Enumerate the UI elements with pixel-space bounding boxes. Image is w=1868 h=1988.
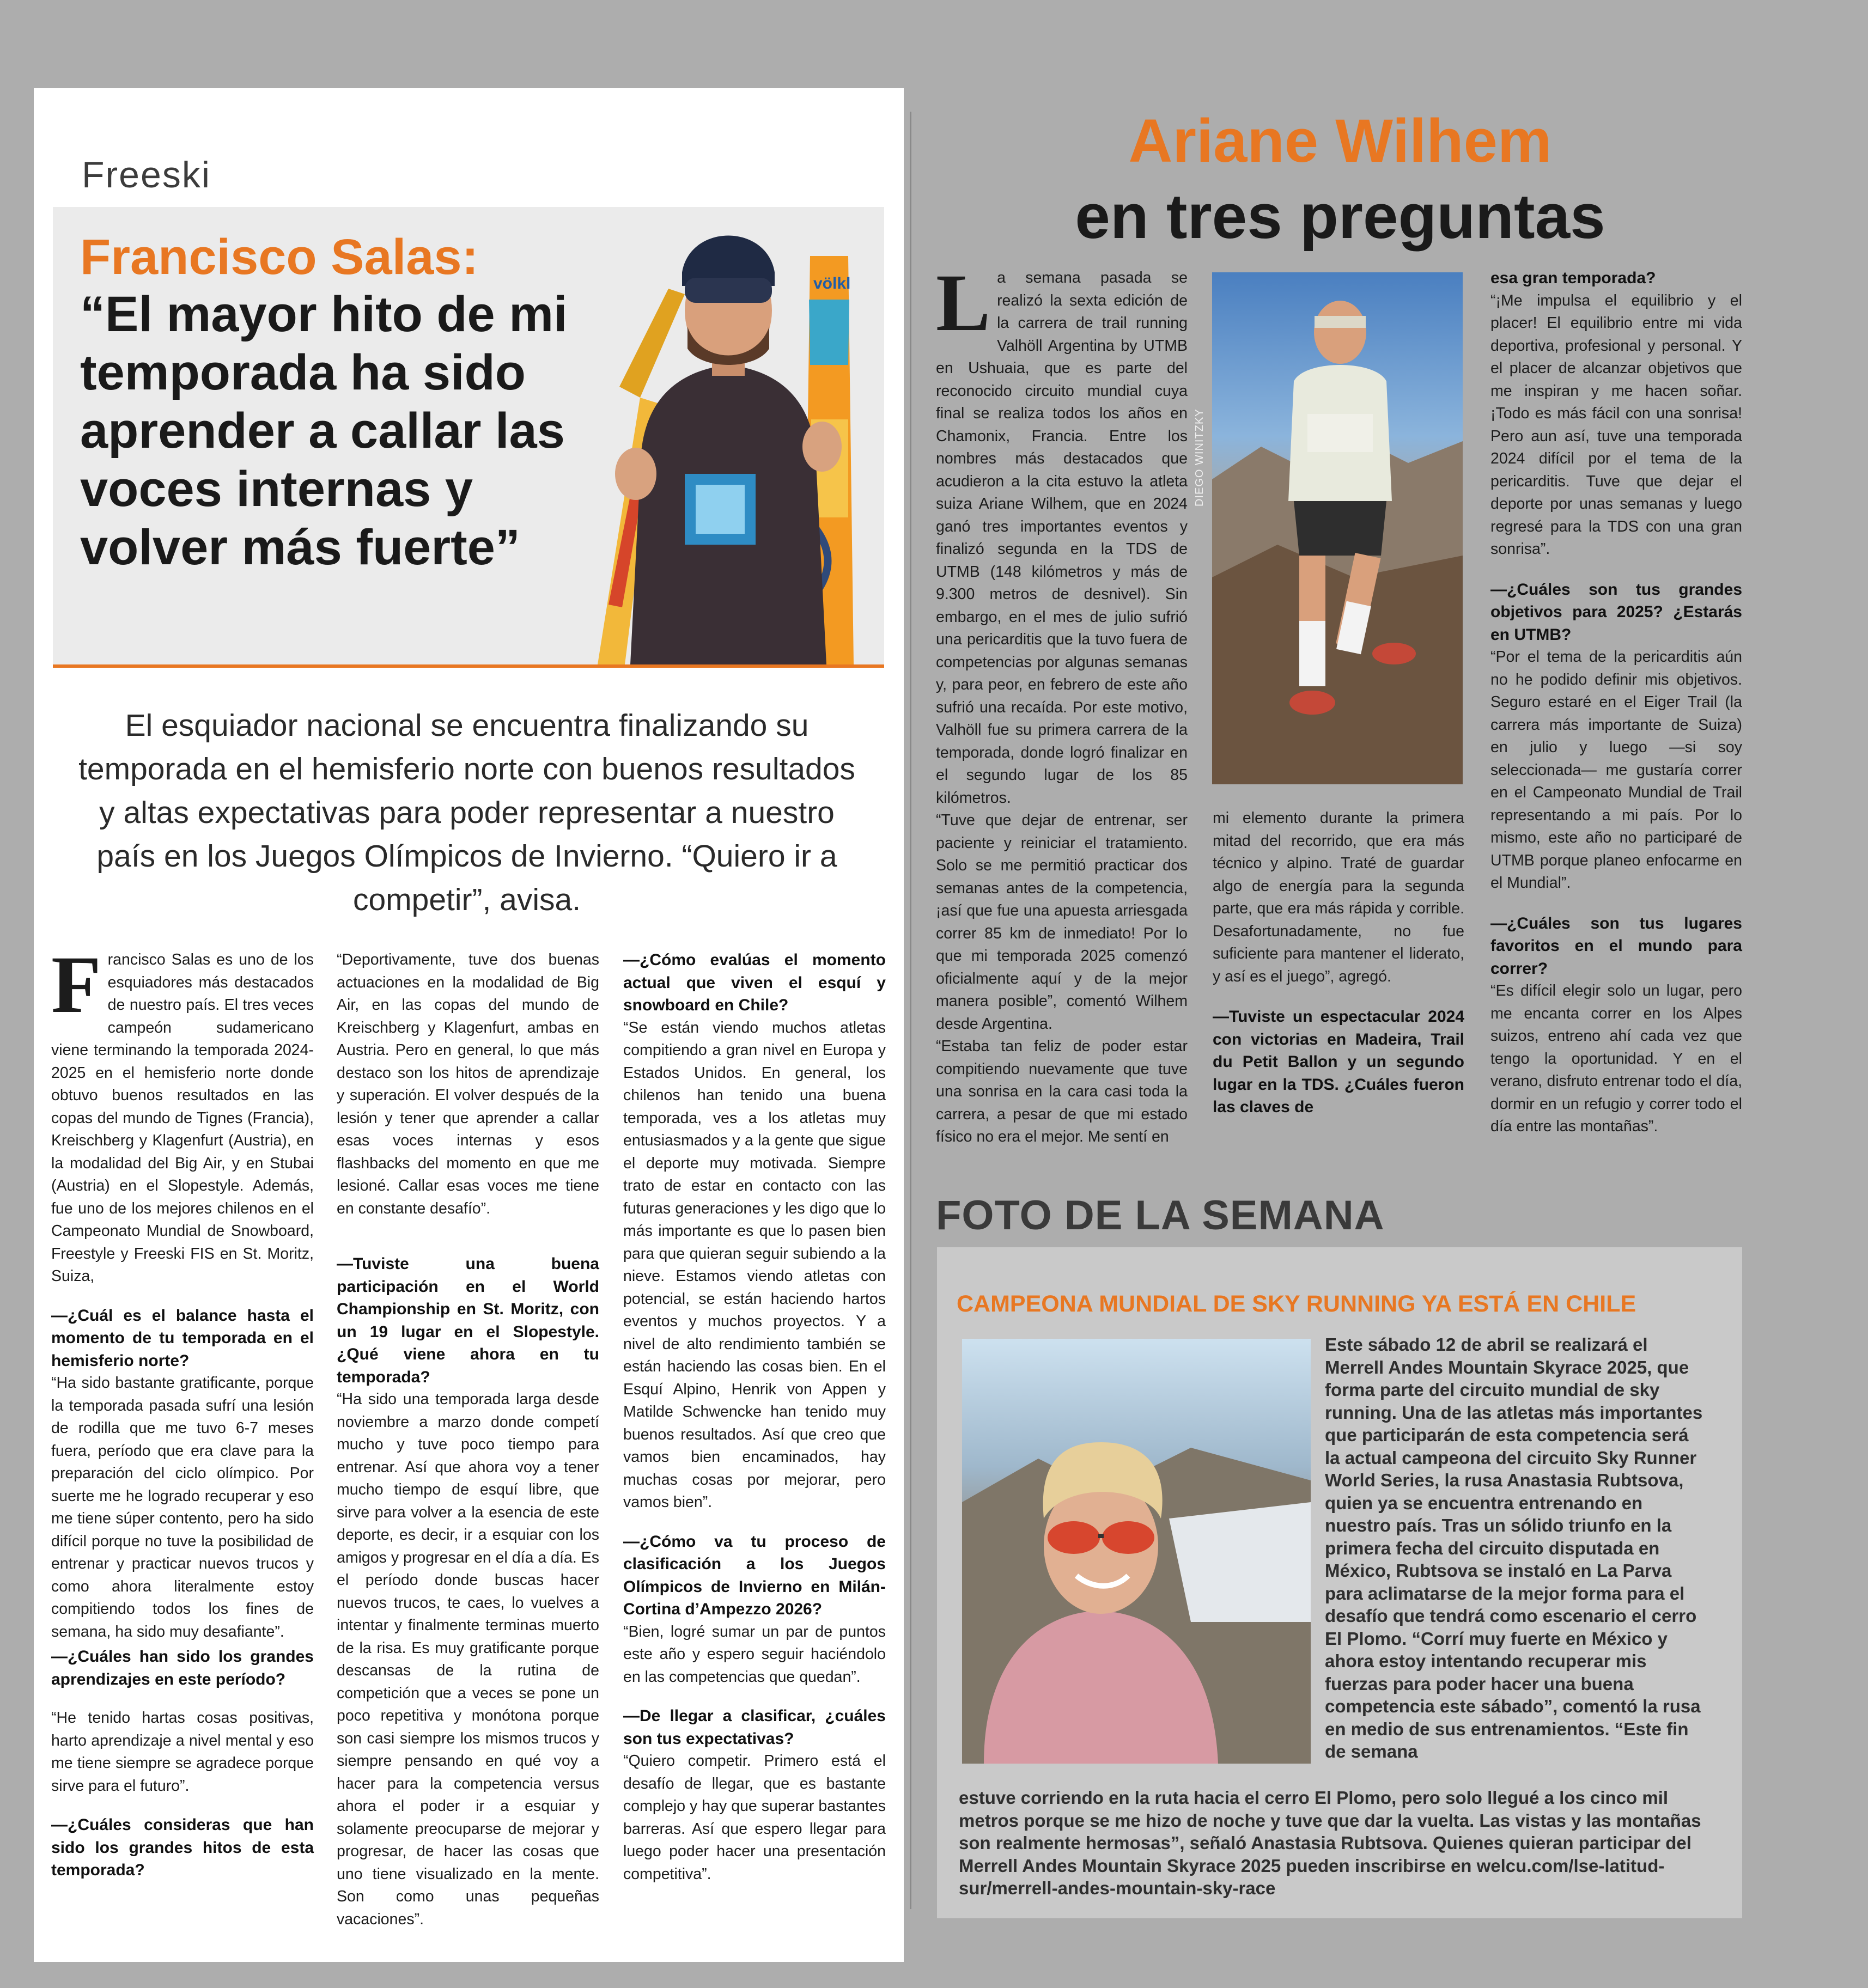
question: —¿Cuáles han sido los grandes aprendizajes en este período?	[51, 1648, 314, 1688]
headline-quote: “El mayor hito de mi temporada ha sido aprender a callar las voces internas y volver más fuerte”	[80, 286, 568, 575]
photo-credit: DIEGO WINITZKY	[1194, 408, 1206, 507]
question: —¿Cuáles consideras que han sido los grandes hitos de esta temporada?	[51, 1816, 314, 1879]
ariane-column-1	[936, 258, 1188, 1149]
ariane-title-rest: en tres preguntas	[1075, 181, 1605, 252]
answer: “Ha sido bastante gratificante, porque la temporada pasada sufrí una lesión de rodilla que me tuvo 6-7 meses fuera, período que era clave para la preparación del ciclo olímpico. Por suerte me he logrado recuperar y eso me tiene súper contento, pero ha sido difícil porque no tuve la posibilidad de entrenar y practicar nuevos trucos y como ahora literalmente estoy compitiendo todos los fines de semana, ha sido muy desafiante”.	[51, 1374, 314, 1641]
question: —¿Cómo va tu proceso de clasificación a los Juegos Olímpicos de Invierno en Milán-Cortina d’Ampezzo 2026?	[623, 1532, 886, 1618]
answer: “Se están viendo muchos atletas compitiendo a gran nivel en Europa y Estados Unidos. En general, los chilenos han tenido una buena temporada, ves a los atletas muy entusiasmados y a la gente que sigue el deporte muy motivada. Siempre trato de estar en contacto con las futuras generaciones y les digo que lo más importante es que lo pasen bien para que quieran seguir subiendo a la nieve. Estamos viendo atletas con potencial, se están haciendo hartos eventos y muchos proyectos. Y a nivel de alto rendimiento también se están haciendo las cosas bien. En el Esquí Alpino, Henrik von Appen y Matilde Schwencke han tenido muy buenos resultados. Así que creo que vamos bien encaminados, hay muchas cosas por mejorar, pero vamos bien”.	[623, 1019, 886, 1511]
question: —Tuviste un espectacular 2024 con victorias en Madeira, Trail du Petit Ballon y un segundo lugar en la TDS. ¿Cuáles fueron las claves de	[1213, 1008, 1464, 1116]
foto-heading: FOTO DE LA SEMANA	[936, 1192, 1385, 1239]
question: —¿Cuál es el balance hasta el momento de tu temporada en el hemisferio norte?	[51, 1306, 314, 1370]
headline-box	[53, 207, 884, 668]
article-column-3	[623, 949, 886, 1886]
foto-text-full: estuve corriendo en la ruta hacia el cerro El Plomo, pero solo llegué a los cinco mil metros porque se me hizo de noche y tuve que dar la vuelta. Las vistas y las montañas son realmente hermosas”, señaló Anastasia Rubtsova. Quienes quieran participar del Merrell Andes Mountain Skyrace 2025 pueden inscribirse en welcu.com/lse-latitud-sur/merrell-andes-mountain-sky-race	[959, 1788, 1701, 1898]
article-column-1	[51, 940, 314, 1882]
ariane-title-name: Ariane Wilhem	[1128, 107, 1552, 175]
ariane-title	[915, 103, 1765, 254]
question: esa gran temporada?	[1490, 269, 1656, 287]
answer: “Es difícil elegir solo un lugar, pero me encanta correr en los Alpes suizos, entreno ahí cada vez que tengo la oportunidad. Y en el verano, disfruto entrenar todo el día, dormir en un refugio y correr todo el día entre las montañas”.	[1490, 982, 1742, 1135]
answer: “Deportivamente, tuve dos buenas actuaciones en la modalidad de Big Air, en las copas del mundo de Kreischberg y Klagenfurt, ambas en Austria. Pero en general, lo que más destaco son los hitos de aprendizaje y superación. El volver después de la lesión y tener que aprender a callar esas voces internas y esos flashbacks del momento en que me lesioné. Callar esas voces me tiene en constante desafío”.	[337, 951, 599, 1217]
goggles	[685, 278, 772, 303]
selfie-illustration	[962, 1339, 1311, 1764]
question: —Tuviste una buena participación en el World Championship en St. Moritz, con un 19 lugar en el Slopestyle. ¿Qué viene ahora en tu temporada?	[337, 1255, 599, 1386]
foto-photo	[962, 1339, 1311, 1764]
paragraph: “Tuve que dejar de entrenar, ser paciente y reiniciar el tratamiento. Solo se me permitió practicar dos semanas antes de la competencia, ¡así que fue una apuesta arriesgada correr 85 km de inmediato! Por lo que mi temporada 2025 comenzó oficialmente aquí y de la mejor manera posible”, comentó Wilhem desde Argentina.	[936, 812, 1188, 1033]
skier-photo	[576, 191, 884, 664]
lead-paragraph: El esquiador nacional se encuentra finalizando su temporada en el hemisferio norte con buenos resultados y altas expectativas para poder representar a nuestro país en los Juegos Olímpicos de Invierno. “Quiero ir a competir”, avisa.	[78, 708, 855, 917]
article-column-2	[337, 949, 599, 1931]
answer: “¡Me impulsa el equilibrio y el placer! El equilibrio entre mi vida deportiva, profesional y personal. Y el placer de alcanzar objetivos que me inspiran y me hacen soñar. ¡Todo es más fácil con una sonrisa! Pero aun así, tuve una temporada 2024 difícil por el tema de la pericarditis. Tuve que dejar el deporte por unas semanas y luego regresé para la TDS con una gran sonrisa”.	[1490, 291, 1742, 558]
paragraph: mi elemento durante la primera mitad del recorrido, que era más técnico y alpino. Traté de guardar algo de energía para la segunda parte, que era más rápida y corrible. Desafortunadamente, no fue suficiente para mantener el liderato, y así es el juego”, agregó.	[1213, 809, 1464, 985]
dropcap: F	[51, 940, 101, 1030]
runner-illustration	[1212, 272, 1463, 784]
left-page	[34, 88, 904, 1962]
dropcap: L	[936, 258, 991, 348]
ariane-column-3	[1490, 267, 1742, 1138]
runner-photo	[1194, 272, 1463, 784]
photo-logo: völkl	[813, 275, 851, 292]
page-divider	[910, 112, 911, 1909]
headline-name: Francisco Salas:	[80, 229, 479, 285]
headline	[80, 229, 570, 577]
hand-left	[615, 448, 656, 500]
answer: “Ha sido una temporada larga desde noviembre a marzo donde competí mucho y tuve poco tiempo para entrenar. Así que ahora voy a tener mucho tiempo de esquí libre, que sirve para volver a la esencia de este deporte, es decir, ir a esquiar con los amigos y progresar en el día a día. Es el período donde buscas hacer nuevos trucos, te caes, lo vuelves a intentar y finalmente terminas muerto de la risa. Es muy gratificante porque descansas de la rutina de competición que a veces se pone un poco repetitiva y monótona porque son casi siempre los mismos trucos y siempre pensando en qué voy a hacer para la competencia versus ahora el poder ir a esquiar y solamente preocuparse de mejorar y progresar, de hacer las cosas que uno tiene visualizado en la mente. Son como unas pequeñas vacaciones”.	[337, 1391, 599, 1928]
question: —De llegar a clasificar, ¿cuáles son tus expectativas?	[623, 1707, 886, 1748]
question: —¿Cómo evalúas el momento actual que viven el esquí y snowboard en Chile?	[623, 951, 886, 1014]
foto-subheading: CAMPEONA MUNDIAL DE SKY RUNNING YA ESTÁ EN CHILE	[957, 1291, 1636, 1317]
section-tag: Freeski	[82, 154, 211, 196]
ariane-column-2	[1213, 807, 1464, 1119]
question: —¿Cuáles son tus grandes objetivos para 2025? ¿Estarás en UTMB?	[1490, 580, 1742, 644]
answer: “Por el tema de la pericarditis aún no he podido definir mis objetivos. Seguro estaré en el Eiger Trail (la carrera más importante de Suiza) en julio y luego —si soy seleccionada— me gustaría correr en el Campeonato Mundial de Trail representando a mi país. Por lo mismo, este año no participaré de UTMB porque planeo enfocarme en el Mundial”.	[1490, 648, 1742, 892]
paragraph: rancisco Salas es uno de los esquiadores más destacados de nuestro país. El tres veces campeón sudamericano viene terminando la temporada 2024-2025 en el hemisferio norte donde obtuvo buenos resultados en las copas del mundo de Tignes (Francia), Kreischberg y Klagenfurt (Austria), en la modalidad del Big Air, y en Stubai (Austria) en el Slopestyle. Además, fue uno de los mejores chilenos en el Campeonato Mundial de Snowboard, Freestyle y Freeski FIS en St. Moritz, Suiza,	[51, 951, 314, 1285]
answer: “Bien, logré sumar un par de puntos este año y espero seguir haciéndolo en las competencias que quedan”.	[623, 1623, 886, 1686]
foto-box	[937, 1247, 1742, 1918]
question: —¿Cuáles son tus lugares favoritos en el mundo para correr?	[1490, 914, 1742, 978]
answer: “He tenido hartas cosas positivas, harto aprendizaje a nivel mental y eso me tiene siempre se agradece porque sirve para el futuro”.	[51, 1709, 314, 1795]
foto-text-side: Este sábado 12 de abril se realizará el Merrell Andes Mountain Skyrace 2025, que forma parte del circuito mundial de sky running. Una de las atletas más importantes que participarán de esta competencia será la actual campeona del circuito Sky Runner World Series, la rusa Anastasia Rubtsova, quien ya se encuentra entrenando en nuestro país. Tras un sólido triunfo en la primera fecha del circuito disputada en México, Rubtsova se instaló en La Parva para aclimatarse de la mejor forma para el desafío que tendrá como escenario el cerro El Plomo. “Corrí muy fuerte en México y ahora estoy intentando recuperar mis fuerzas para poder hacer una buena competencia este sábado”, comentó la rusa en medio de sus entrenamientos. “Este fin de semana	[1325, 1334, 1703, 1761]
hand-right	[802, 422, 842, 472]
answer: “Quiero competir. Primero está el desafío de llegar, que es bastante complejo y hay que superar bastantes barreras. Así que espero llegar para luego poder hacer una presentación competitiva”.	[623, 1752, 886, 1883]
paragraph: “Estaba tan feliz de poder estar compitiendo nuevamente que tuve una sonrisa en la cara casi toda la carrera, a pesar de que mi estado físico no era el mejor. Me sentí en	[936, 1038, 1188, 1145]
paragraph: a semana pasada se realizó la sexta edición de la carrera de trail running Valhöll Argentina by UTMB en Ushuaia, que es parte del reconocido circuito mundial cuya final se realiza todos los años en Chamonix, Francia. Entre los nombres más destacados que acudieron a la cita estuvo la atleta suiza Ariane Wilhem, que en 2024 ganó tres importantes eventos y finalizó segunda en la TDS de UTMB (148 kilómetros y más de 9.300 metros de desnivel). Sin embargo, en el mes de julio sufrió una pericarditis que la tuvo fuera de competencias por algunas semanas y, para peor, en febrero de este año sufrió una recaída. Por este motivo, Valhöll fue su primera carrera de la temporada, donde logró finalizar en el segundo lugar de los 85 kilómetros.	[936, 269, 1188, 807]
